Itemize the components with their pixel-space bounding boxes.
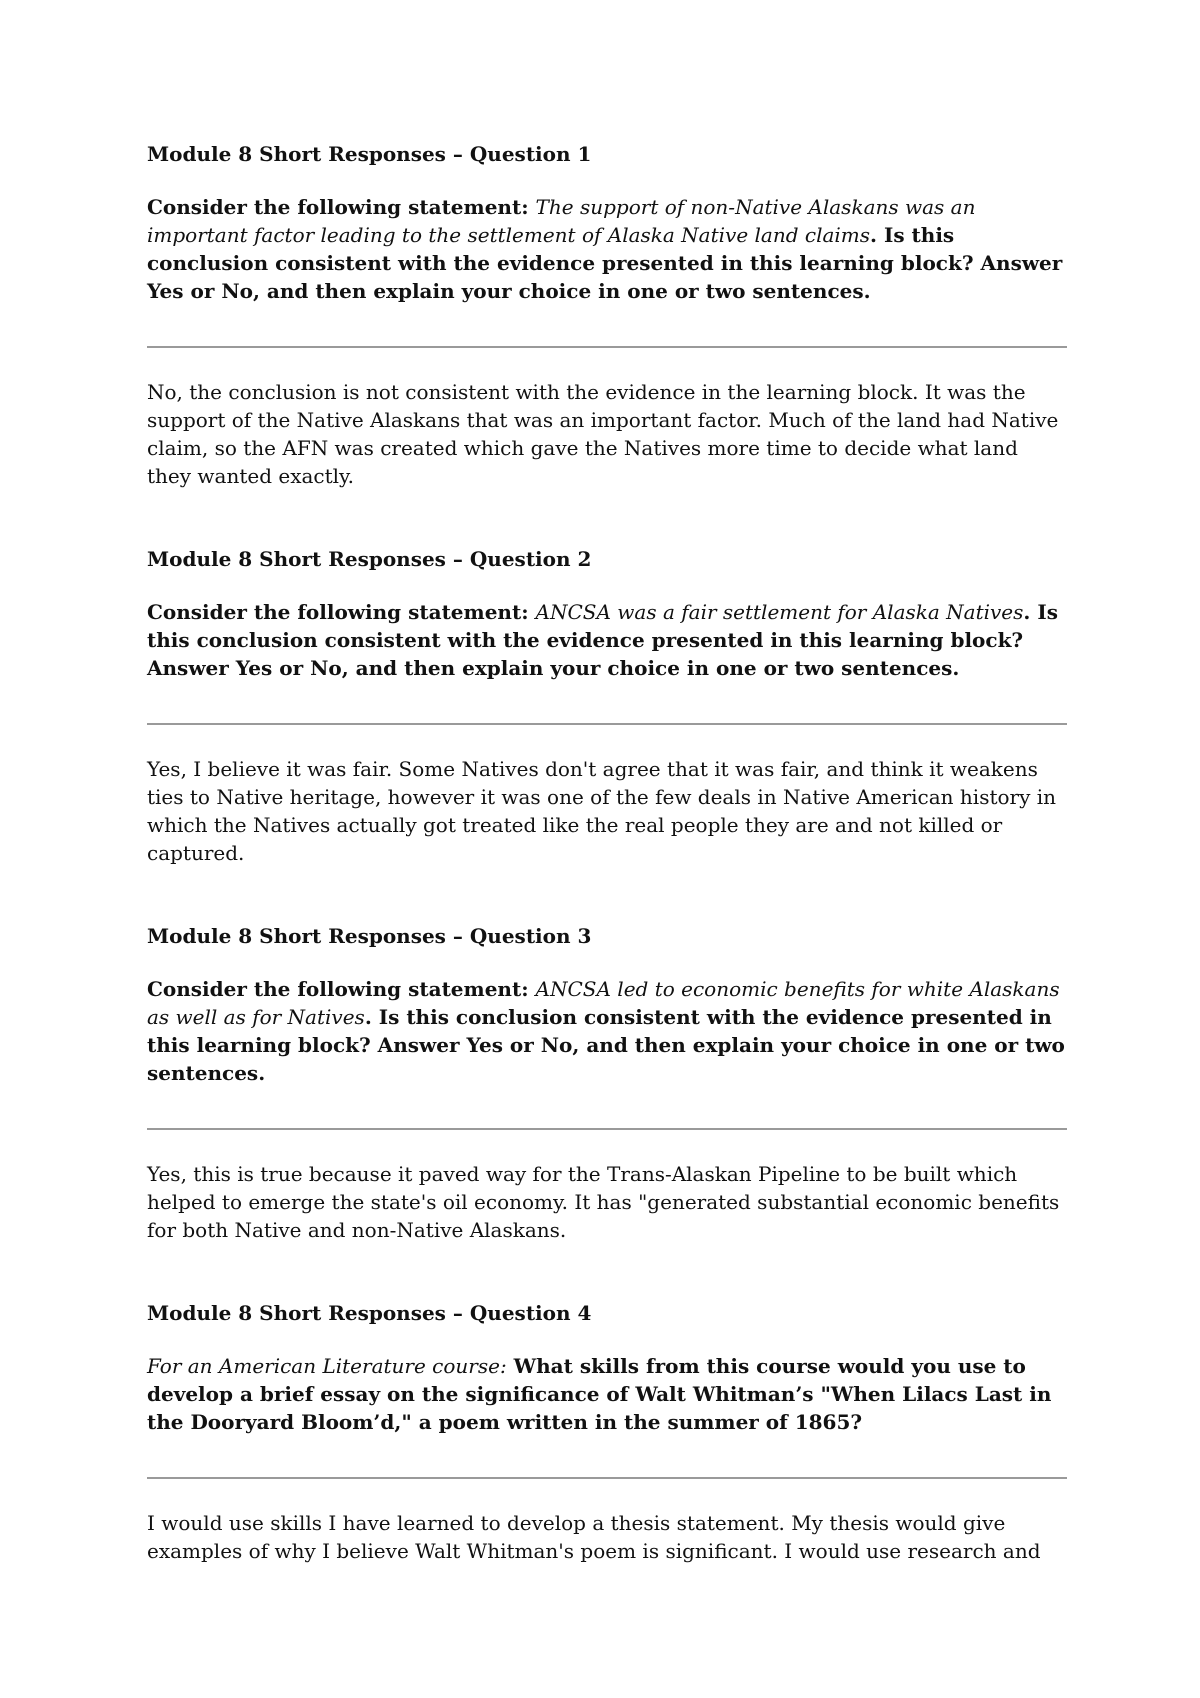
question-4-answer: I would use skills I have learned to develop a thesis statement. My thesis would give examples of why I believe Walt Whitman's poem is significant. I would use research and — [147, 1511, 1041, 1563]
document-page — [147, 140, 1067, 1565]
question-2-title: Module 8 Short Responses – Question 2 — [147, 547, 592, 571]
question-2-prompt — [147, 598, 1067, 682]
question-3-title: Module 8 Short Responses – Question 3 — [147, 924, 592, 948]
question-1-prompt-lead: Consider the following statement: — [147, 195, 536, 219]
question-4-question-text: What skills from this course would you use to develop a brief essay on the significance of Walt Whitman’s "When Lilacs Last in the Dooryard Bloom’d," a poem written in the summer of 1865? — [147, 1354, 1052, 1434]
question-3-prompt — [147, 975, 1067, 1087]
question-section-4 — [147, 1299, 1067, 1565]
question-1-prompt — [147, 193, 1067, 305]
question-4-course-label: For an American Literature course: — [147, 1354, 507, 1378]
question-section-3 — [147, 922, 1067, 1244]
question-4-title: Module 8 Short Responses – Question 4 — [147, 1301, 592, 1325]
question-1-instructions: . Is this conclusion consistent with the evidence presented in this learning block? Answer Yes or No, and then explain your choice in one or two sentences. — [147, 223, 1063, 303]
question-1-title: Module 8 Short Responses – Question 1 — [147, 142, 592, 166]
question-section-2 — [147, 545, 1067, 867]
answer-divider — [147, 723, 1067, 725]
question-2-prompt-lead: Consider the following statement: — [147, 600, 536, 624]
question-3-instructions: . Is this conclusion consistent with the evidence presented in this learning block? Answer Yes or No, and then explain your choice in one or two sentences. — [147, 1005, 1065, 1085]
question-3-answer: Yes, this is true because it paved way for the Trans-Alaskan Pipeline to be built which helped to emerge the state's oil economy. It has "generated substantial economic benefits for both Native and non-Native Alaskans. — [147, 1162, 1060, 1242]
question-3-statement: ANCSA led to economic benefits for white Alaskans as well as for Natives — [147, 977, 1060, 1029]
question-2-answer: Yes, I believe it was fair. Some Natives don't agree that it was fair, and think it weakens ties to Native heritage, however it was one of the few deals in Native American history in which the Natives actually got treated like the real people they are and not killed or captured. — [147, 757, 1057, 865]
question-4-prompt — [147, 1352, 1067, 1436]
answer-divider — [147, 346, 1067, 348]
answer-divider — [147, 1477, 1067, 1479]
question-section-1 — [147, 140, 1067, 490]
answer-divider — [147, 1128, 1067, 1130]
question-2-statement: ANCSA was a fair settlement for Alaska Natives — [535, 600, 1024, 624]
question-2-instructions: . Is this conclusion consistent with the evidence presented in this learning block? Answer Yes or No, and then explain your choice in one or two sentences. — [147, 600, 1058, 680]
question-1-answer: No, the conclusion is not consistent with the evidence in the learning block. It was the support of the Native Alaskans that was an important factor. Much of the land had Native claim, so the AFN was created which gave the Natives more time to decide what land they wanted exactly. — [147, 380, 1059, 488]
question-1-statement: The support of non-Native Alaskans was an important factor leading to the settlement of Alaska Native land claims — [147, 195, 976, 247]
question-3-prompt-lead: Consider the following statement: — [147, 977, 536, 1001]
